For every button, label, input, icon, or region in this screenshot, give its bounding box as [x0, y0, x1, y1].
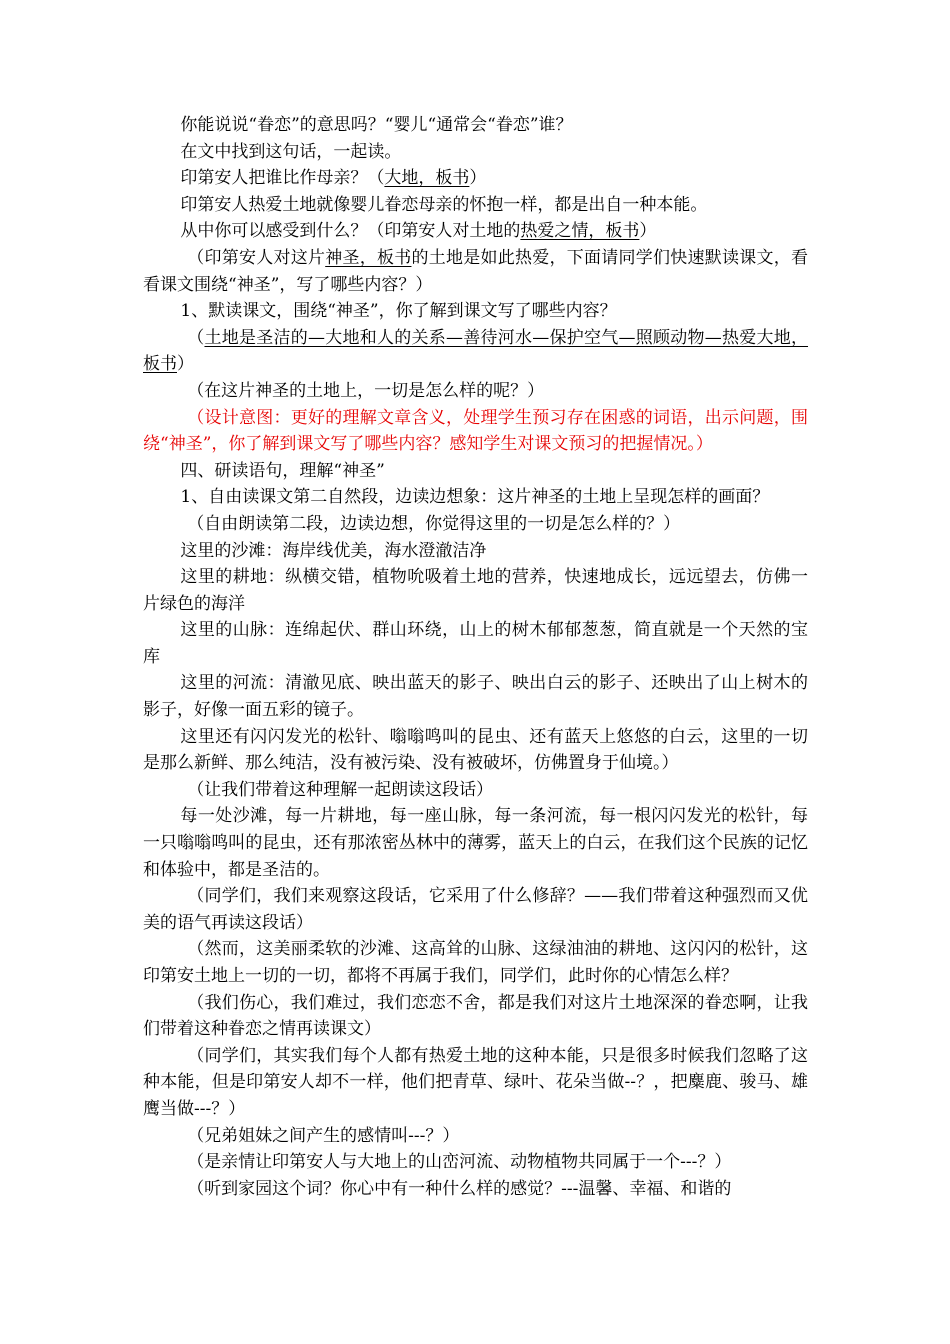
paragraph: 1、默读课文，围绕“神圣”，你了解到课文写了哪些内容？: [180, 301, 617, 322]
paragraph: 印第安人热爱土地就像婴儿眷恋母亲的怀抱一样，都是出自一种本能。: [180, 194, 708, 215]
paragraph: [143, 245, 808, 298]
paragraph: 在文中找到这句话，一起读。: [180, 141, 402, 162]
text-run: 的土地是如此热爱，下面请同学们快速默读课文，看看课文围绕“神圣”，写了哪些内容？）: [143, 247, 809, 295]
paragraph: 这里的山脉：连绵起伏、群山环绕，山上的树木郁郁葱葱，简直就是一个天然的宝库: [143, 620, 808, 667]
text-run: 从中你可以感受到什么？（印第安人对土地的: [180, 221, 521, 242]
paragraph: [143, 325, 808, 378]
board-note: 热爱之情，板书: [520, 221, 640, 242]
paragraph: （兄弟姐妹之间产生的感情叫---？）: [187, 1125, 460, 1146]
text-run: ）: [469, 168, 487, 189]
paragraph: （同学们，我们来观察这段话，它采用了什么修辞？——我们带着这种强烈而又优美的语气再读这段话）: [143, 886, 808, 933]
paragraph: 你能说说“眷恋”的意思吗？“婴儿“通常会“眷恋”谁？: [180, 115, 573, 135]
text-run: ）: [639, 221, 657, 242]
paragraph: （听到家园这个词？你心中有一种什么样的感觉？---温馨、幸福、和谐的: [187, 1178, 732, 1199]
paragraph: （我们伤心，我们难过，我们恋恋不舍，都是我们对这片土地深深的眷恋啊，让我们带着这种眷恋之情再读课文）: [143, 992, 808, 1040]
text-run: （: [187, 327, 205, 348]
text-run: 印第安人把谁比作母亲？（: [180, 168, 385, 189]
paragraph: （同学们，其实我们每个人都有热爱土地的这种本能，只是很多时候我们忽略了这种本能，但是印第安人却不一样，他们把青草、绿叶、花朵当做--？，把麋鹿、骏马、雄鹰当做---？）: [143, 1045, 808, 1119]
paragraph: （让我们带着这种理解一起朗读这段话）: [187, 779, 494, 800]
document-body: [143, 112, 808, 1202]
paragraph: 每一处沙滩，每一片耕地，每一座山脉，每一条河流，每一根闪闪发光的松针，每一只嗡嗡鸣叫的昆虫，还有那浓密丛林中的薄雾，蓝天上的白云，在我们这个民族的记忆和体验中，都是圣洁的。: [143, 806, 808, 880]
section-heading: 四、研读语句，理解“神圣”: [180, 460, 385, 481]
paragraph: （是亲情让印第安人与大地上的山峦河流、动物植物共同属于一个---？）: [187, 1152, 732, 1173]
paragraph: （然而，这美丽柔软的沙滩、这高耸的山脉、这绿油油的耕地、这闪闪的松针，这印第安土地上一切的一切，都将不再属于我们，同学们，此时你的心情怎么样？: [143, 939, 808, 986]
paragraph: 这里的河流：清澈见底、映出蓝天的影子、映出白云的影子、还映出了山上树木的影子，好像一面五彩的镜子。: [143, 673, 808, 721]
paragraph: 1、自由读课文第二自然段，边读边想象：这片神圣的土地上呈现怎样的画面？: [180, 487, 770, 508]
board-note: 神圣，板书: [325, 247, 412, 268]
paragraph: 这里还有闪闪发光的松针、嗡嗡鸣叫的昆虫、还有蓝天上悠悠的白云，这里的一切是那么新鲜、那么纯洁，没有被污染、没有被破坏，仿佛置身于仙境。）: [143, 726, 808, 774]
design-intent-paragraph: （设计意图：更好的理解文章含义，处理学生预习存在困惑的词语，出示问题，围绕“神圣”，你了解到课文写了哪些内容？感知学生对课文预习的把握情况。）: [143, 407, 808, 455]
paragraph: （自由朗读第二段，边读边想，你觉得这里的一切是怎么样的？）: [187, 513, 681, 534]
text-run: ）: [177, 354, 194, 375]
board-note: 土地是圣洁的—大地和人的关系—善待河水—保护空气—照顾动物—热爱大地，板书: [143, 327, 809, 375]
paragraph: [143, 165, 808, 192]
text-run: （印第安人对这片: [187, 247, 326, 268]
board-note: 大地，板书: [384, 168, 470, 189]
paragraph: [143, 218, 808, 245]
paragraph: 这里的耕地：纵横交错，植物吮吸着土地的营养，快速地成长，远远望去，仿佛一片绿色的海洋: [143, 567, 808, 614]
paragraph: （在这片神圣的土地上，一切是怎么样的呢？）: [187, 380, 545, 401]
paragraph: 这里的沙滩：海岸线优美，海水澄澈洁净: [180, 540, 487, 561]
